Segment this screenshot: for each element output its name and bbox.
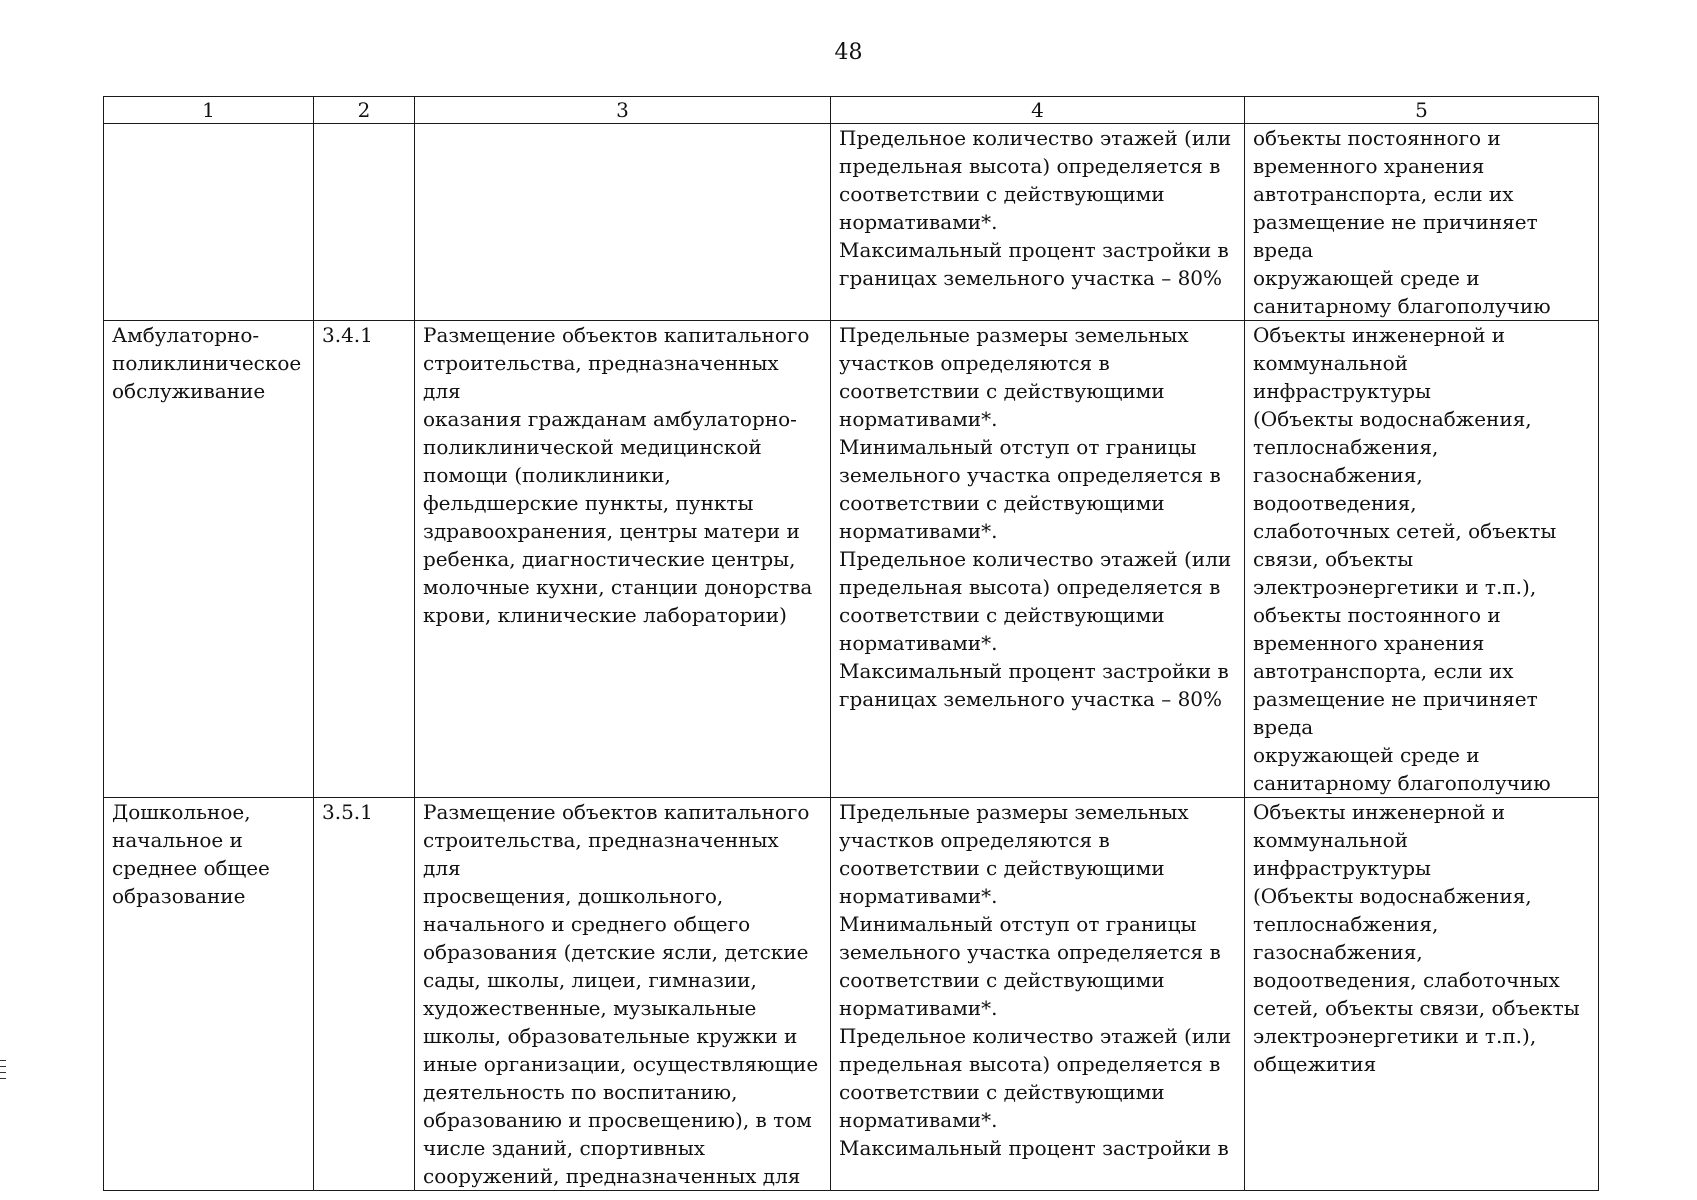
parameters-cell xyxy=(831,124,1245,321)
use-type-description: Размещение объектов капитального строительства, предназначенных для просвещения, дошкольного, начального и среднего общего образования (детские ясли, детские сады, школы, лицеи, гимназии, художественные, музыкальные школы, образовательные кружки и иные организации, осуществляющие деятельность по воспитанию, образованию и просвещению), в том числе зданий, спортивных сооружений, предназначенных для xyxy=(423,800,819,1188)
auxiliary-uses-text: Объекты инженерной и коммунальной инфраструктуры (Объекты водоснабжения, теплоснабжения, газоснабжения, водоотведения, слаботочных сетей, объекты связи, объекты электроэнергетики и т.п.), общежития xyxy=(1253,800,1580,1076)
scan-edge-mark xyxy=(0,1078,6,1079)
scan-edge-mark xyxy=(0,1072,6,1073)
page-number: 48 xyxy=(834,40,863,65)
use-type-description: Размещение объектов капитального строительства, предназначенных для оказания гражданам амбулаторно- поликлинической медицинской помощи (поликлиники, фельдшерские пункты, пункты здравоохранения, центры матери и ребенка, диагностические центры, молочные кухни, станции донорства крови, клинические лаборатории) xyxy=(423,323,813,627)
use-type-code: 3.4.1 xyxy=(322,323,373,347)
parameters-cell xyxy=(831,798,1245,1191)
use-type-description-cell xyxy=(415,321,831,798)
table-row xyxy=(104,321,1599,798)
scan-edge-marks xyxy=(0,1060,8,1084)
use-type-description-cell xyxy=(415,124,831,321)
column-header-4: 4 xyxy=(831,97,1245,124)
use-type-name-cell xyxy=(104,321,314,798)
column-header-1: 1 xyxy=(104,97,314,124)
use-type-name-cell xyxy=(104,124,314,321)
use-type-code: 3.5.1 xyxy=(322,800,373,824)
use-type-name: Дошкольное, начальное и среднее общее образование xyxy=(112,800,270,908)
auxiliary-uses-text: объекты постоянного и временного хранения автотранспорта, если их размещение не причиняет вреда окружающей среде и санитарному благополучию xyxy=(1253,126,1551,318)
scan-edge-mark xyxy=(0,1066,6,1067)
column-header-5: 5 xyxy=(1245,97,1599,124)
scan-edge-mark xyxy=(0,1060,6,1061)
use-type-name: Амбулаторно- поликлиническое обслуживание xyxy=(112,323,302,403)
table-header-row xyxy=(104,97,1599,124)
auxiliary-uses-cell xyxy=(1245,124,1599,321)
table-row xyxy=(104,798,1599,1191)
table-row xyxy=(104,124,1599,321)
use-type-code-cell xyxy=(314,321,415,798)
use-type-code-cell xyxy=(314,798,415,1191)
parameters-text: Предельные размеры земельных участков определяются в соответствии с действующими нормативами*. Минимальный отступ от границы земельного участка определяется в соответствии с действующими нормативами*. Предельное количество этажей (или предельная высота) определяется в соответствии с действующими нормативами*. Максимальный процент застройки в xyxy=(839,800,1232,1160)
auxiliary-uses-cell xyxy=(1245,321,1599,798)
land-use-table xyxy=(103,96,1599,1191)
use-type-code-cell xyxy=(314,124,415,321)
parameters-cell xyxy=(831,321,1245,798)
auxiliary-uses-text: Объекты инженерной и коммунальной инфраструктуры (Объекты водоснабжения, теплоснабжения, газоснабжения, водоотведения, слаботочных сетей, объекты связи, объекты электроэнергетики и т.п.), объекты постоянного и временного хранения автотранспорта, если их размещение не причиняет вреда окружающей среде и санитарному благополучию xyxy=(1253,323,1557,795)
parameters-text: Предельные размеры земельных участков определяются в соответствии с действующими нормативами*. Минимальный отступ от границы земельного участка определяется в соответствии с действующими нормативами*. Предельное количество этажей (или предельная высота) определяется в соответствии с действующими нормативами*. Максимальный процент застройки в границах земельного участка – 80% xyxy=(839,323,1232,711)
use-type-name-cell xyxy=(104,798,314,1191)
use-type-description-cell xyxy=(415,798,831,1191)
column-header-3: 3 xyxy=(415,97,831,124)
column-header-2: 2 xyxy=(314,97,415,124)
parameters-text: Предельное количество этажей (или предельная высота) определяется в соответствии с действующими нормативами*. Максимальный процент застройки в границах земельного участка – 80% xyxy=(839,126,1232,290)
auxiliary-uses-cell xyxy=(1245,798,1599,1191)
